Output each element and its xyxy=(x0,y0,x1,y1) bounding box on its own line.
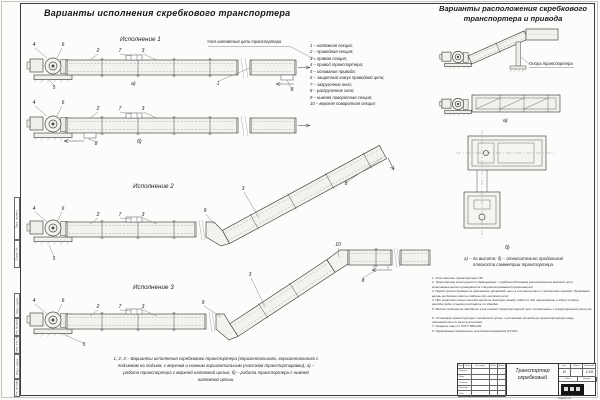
legend-item: 1 – натяжная секция; xyxy=(310,43,353,48)
callout-number: 4 xyxy=(32,206,36,212)
callout-number: 8 xyxy=(290,87,294,93)
stamp-row-tkontr: Т.контр. xyxy=(458,380,472,386)
logo-stamp xyxy=(561,384,584,395)
legend-item: 5 – основание привода; xyxy=(310,68,356,74)
view-a-label: а) xyxy=(131,81,136,87)
stamp-row-utv: Утв. xyxy=(458,391,472,397)
sheets-label: Листов xyxy=(578,377,597,382)
note-line: 8. Неуказанные предельные отклонения размеров ±IT14/2. xyxy=(432,328,519,333)
callout-number: 3 xyxy=(141,106,145,112)
caption-line: натяжной цепью. xyxy=(197,376,235,382)
document-title-line2: скребковый xyxy=(517,374,548,381)
support-label: Опора транспортера xyxy=(529,61,573,66)
callout-number: 9 xyxy=(203,208,207,214)
right-caption-line: плоскости симметрии транспортера. xyxy=(472,261,555,267)
note-line: ветвь не должна иметь слабины при натяжке цепи. xyxy=(432,293,510,298)
callout-number: 9 xyxy=(201,300,205,306)
mass-value xyxy=(571,369,584,378)
stamp-col-dokum: № докум. xyxy=(472,364,490,370)
callout-number: 7 xyxy=(118,212,122,218)
frame-side-cell: Справ. № xyxy=(14,240,21,268)
callout-number: 6 xyxy=(61,100,65,106)
view-b-label: б) xyxy=(137,139,142,145)
note-line: 6. Установка транспортера с приводной цепью и установка привода на транспортерную раму xyxy=(432,315,574,320)
note-line: монтажные ветви проверяются специализированной организацией. xyxy=(432,284,534,289)
note-line: желоба; ряды стыков рихтовать по обводке. xyxy=(432,302,499,307)
frame-side-cell: Подп. и дата xyxy=(14,293,21,318)
stamp-row-razrab: Разраб. xyxy=(458,369,472,375)
callout-number: 3 xyxy=(141,304,145,310)
callout-number: 10 xyxy=(335,242,341,248)
left-title: Варианты исполнения скребкового транспортера xyxy=(44,8,291,18)
frame-side-cell: Подп. и дата xyxy=(14,354,21,379)
technical-notes xyxy=(432,276,597,333)
callout-number: 6 xyxy=(61,42,65,48)
legend-item: 8 – разгрузочное окно; xyxy=(310,88,355,94)
title-block xyxy=(457,363,596,397)
note-line: производится по месту монтажа. xyxy=(432,320,483,325)
callout-number: 4 xyxy=(32,42,36,48)
stamp-row-prov: Пров. xyxy=(458,375,472,381)
variant-2-label: Исполнение 2 xyxy=(133,183,174,190)
caption-line: подъемом на подъем, с верхним и нижним горизонтальным участком транспортировки); а) – xyxy=(117,362,315,368)
frame-side-cell: Инв. № дубл. xyxy=(14,318,19,336)
callout-number: 3 xyxy=(141,48,145,54)
callout-number: 5 xyxy=(52,256,56,262)
stamp-col-data: Дата xyxy=(498,364,506,370)
lit-label: Лит. xyxy=(559,364,571,369)
note-line: 7. Сварные швы по ГОСТ 5264-80. xyxy=(432,324,482,329)
legend-item: 9 – нижняя поворотная секция; xyxy=(310,94,373,100)
callout-number: 8 xyxy=(344,181,348,187)
caption-line: 1, 2, 3 – Варианты исполнения скребкового транспортера (горизонтального, горизонтального с xyxy=(113,356,319,361)
stamp-right-block xyxy=(558,364,597,396)
callout-number: 5 xyxy=(52,85,56,91)
legend-item: 7 – загрузочное окно; xyxy=(310,81,352,87)
callout-number: 4 xyxy=(32,100,36,106)
legend-item: 10 – верхняя поворотная секция; xyxy=(310,101,376,107)
view-b2-label: б) xyxy=(505,245,510,251)
lit-value: И xyxy=(559,369,571,378)
stamp-row-nkontr: Н.контр. xyxy=(458,386,472,392)
sheet-label: Лист xyxy=(559,377,578,382)
callout-number: 6 xyxy=(61,298,65,304)
right-title-line1: Варианты расположения скребкового xyxy=(438,4,588,13)
note-line: 2. Транспортер монтируется обращенным, с крайним (боковым) расположением ведомой цепи, xyxy=(432,280,574,285)
mass-label: Масса xyxy=(571,364,584,369)
callout-number: 6 xyxy=(61,206,65,212)
stamp-col-podp: Подп. xyxy=(490,364,498,370)
frame-side-cell: Взам. инв. № xyxy=(14,336,19,354)
bottom-caption xyxy=(70,356,362,384)
callout-number: 1 xyxy=(216,81,220,87)
legend-item: 6 – защитный кожух приводной цепи; xyxy=(310,75,385,81)
right-caption-line: а) – по высоте; б) – относительно продольной xyxy=(464,256,563,261)
callout-number: 7 xyxy=(118,106,122,112)
callout-number: 4 xyxy=(32,298,36,304)
stamp-logo-area xyxy=(559,382,597,397)
note-line: 3. Перед пуском проверить натяжение приводной цепи в соответствии с паспортом привода. Приводная xyxy=(432,289,590,294)
callout-number: 8 xyxy=(361,278,365,284)
tension-unit-label: Узел натяжения цепи транспортера xyxy=(207,39,282,44)
logo-glyphs xyxy=(564,387,568,392)
stamp-col-izm: Изм. xyxy=(458,364,464,370)
variant-3-label: Исполнение 3 xyxy=(133,284,174,291)
right-title-line2: транспортера и привода xyxy=(463,13,563,23)
format-note: Формат А1 xyxy=(558,396,572,400)
scale-value: 1:20 xyxy=(583,369,596,378)
callout-number: 8 xyxy=(94,141,98,147)
variant-1-label: Исполнение 1 xyxy=(120,36,161,43)
callout-number: 2 xyxy=(96,106,100,112)
callout-number: 7 xyxy=(118,48,122,54)
note-line: 1. Угол наклона транспортера 30°. xyxy=(432,276,485,280)
note-line: 4. При монтаже секции желоба крепить болтами между собой по обе перекладины с обеих сторон xyxy=(432,298,579,303)
scale-label: Масштаб xyxy=(583,364,596,369)
callout-number: 5 xyxy=(82,342,86,348)
callout-number: 3 xyxy=(141,212,145,218)
legend xyxy=(310,43,384,108)
legend-item: 2 – приводная секция; xyxy=(310,49,354,55)
document-title-line1: Транспортер xyxy=(515,367,550,374)
legend-item: 3 – прямая секция; xyxy=(310,55,347,61)
document-title xyxy=(506,364,558,396)
note-line: 5. Места соединения забойного узла нижней транспортерной цепи согласовать с конфигурацией настила. xyxy=(432,306,593,311)
stamp-col-list: Лист xyxy=(464,364,472,370)
callout-number: 3 xyxy=(248,272,252,278)
callout-number: 7 xyxy=(118,304,122,310)
view-a2-label: а) xyxy=(503,118,508,124)
callout-number: 2 xyxy=(96,212,100,218)
caption-line: работа транспортера с верхней натяжной цепью; б) – работа транспортера с нижней xyxy=(123,369,309,375)
frame-side-cell: Инв. № подл. xyxy=(14,379,19,397)
callout-number: 2 xyxy=(96,304,100,310)
right-title xyxy=(432,4,594,23)
callout-number: 3 xyxy=(241,186,245,192)
right-caption xyxy=(432,256,595,268)
stamp-revision-table xyxy=(458,364,506,396)
legend-item: 4 – привод транспортера; xyxy=(310,62,363,68)
frame-side-cell: Перв. примен. xyxy=(14,197,21,240)
callout-number: 2 xyxy=(96,48,100,54)
